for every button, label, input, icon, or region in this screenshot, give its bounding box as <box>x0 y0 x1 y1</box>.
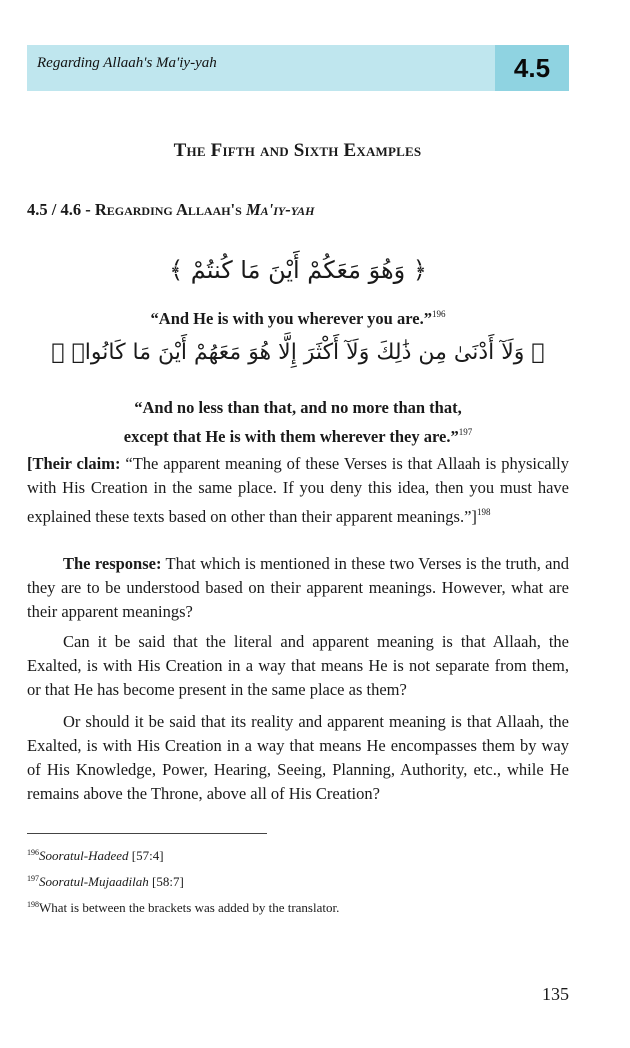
claim-label: [Their claim: <box>27 454 121 473</box>
verse-2-translation: “And no less than that, and no more than that, except that He is with them wherever they are.”$^{197}$ <box>123 398 473 446</box>
footnote-196: $^{196}$Sooratul-Hadeed [57:4] <box>27 848 164 863</box>
verse-2-arabic: ﴿ وَلَآ أَدْنَىٰ مِن ذَٰلِكَ وَلَآ أَكْثَرَ إِلَّا هُوَ مَعَهُمْ أَيْنَ مَا كَانُوا۟ ﴾ <box>51 340 545 365</box>
question-paragraph-2: Or should it be said that its reality and apparent meaning is that Allaah, the Exalted, is with His Creation in a way that means He encompasses them by way of His Knowledge, Power, Hearing, Seeing, Planning, Authority, etc., while He remains above the Throne, above all of His Creation? <box>27 712 569 803</box>
footnote-divider <box>27 833 267 834</box>
footnote-ref-196[interactable]: 196 <box>431 309 446 319</box>
section-number-badge: 4.5 <box>495 45 569 91</box>
question-paragraph-1: Can it be said that the literal and apparent meaning is that Allaah, the Exalted, is with His Creation in a way that means He is not separate from them, or that He has become present in the same place as them? <box>27 632 569 699</box>
verse-1-arabic: ﴿ وَهُوَ مَعَكُمْ أَيْنَ مَا كُنتُمْ ﴾ <box>169 256 427 284</box>
subheading <box>27 200 314 220</box>
chapter-title: The Fifth and Sixth Examples <box>173 140 422 161</box>
running-header-title: Regarding Allaah's Ma'iy-yah <box>37 55 217 71</box>
subheading-prefix: 4.5 / 4.6 - Regarding Allaah's <box>27 200 246 219</box>
footnote-ref-198[interactable]: 198 <box>476 507 491 517</box>
claim-paragraph: [Their claim: “The apparent meaning of these Verses is that Allaah is physically with His Creation in the same place. If you deny this idea, then you must have explained these texts based on other than their apparent meanings.”]$^{198}$ <box>27 454 570 526</box>
subheading-term: Ma'iy-yah <box>245 200 315 219</box>
footnote-197: $^{197}$Sooratul-Mujaadilah [58:7] <box>27 874 184 889</box>
page-number: 135 <box>542 984 569 1004</box>
response-paragraph: The response: That which is mentioned in these two Verses is the truth, and they are to be understood based on their apparent meanings. However, what are their apparent meanings? <box>27 554 570 621</box>
verse-1-translation: “And He is with you wherever you are.”$^{196}$ <box>150 309 446 328</box>
footnote-ref-197[interactable]: 197 <box>458 427 473 437</box>
response-label: The response: <box>63 554 162 573</box>
footnote-198: $^{198}$What is between the brackets was added by the translator. <box>27 900 340 915</box>
